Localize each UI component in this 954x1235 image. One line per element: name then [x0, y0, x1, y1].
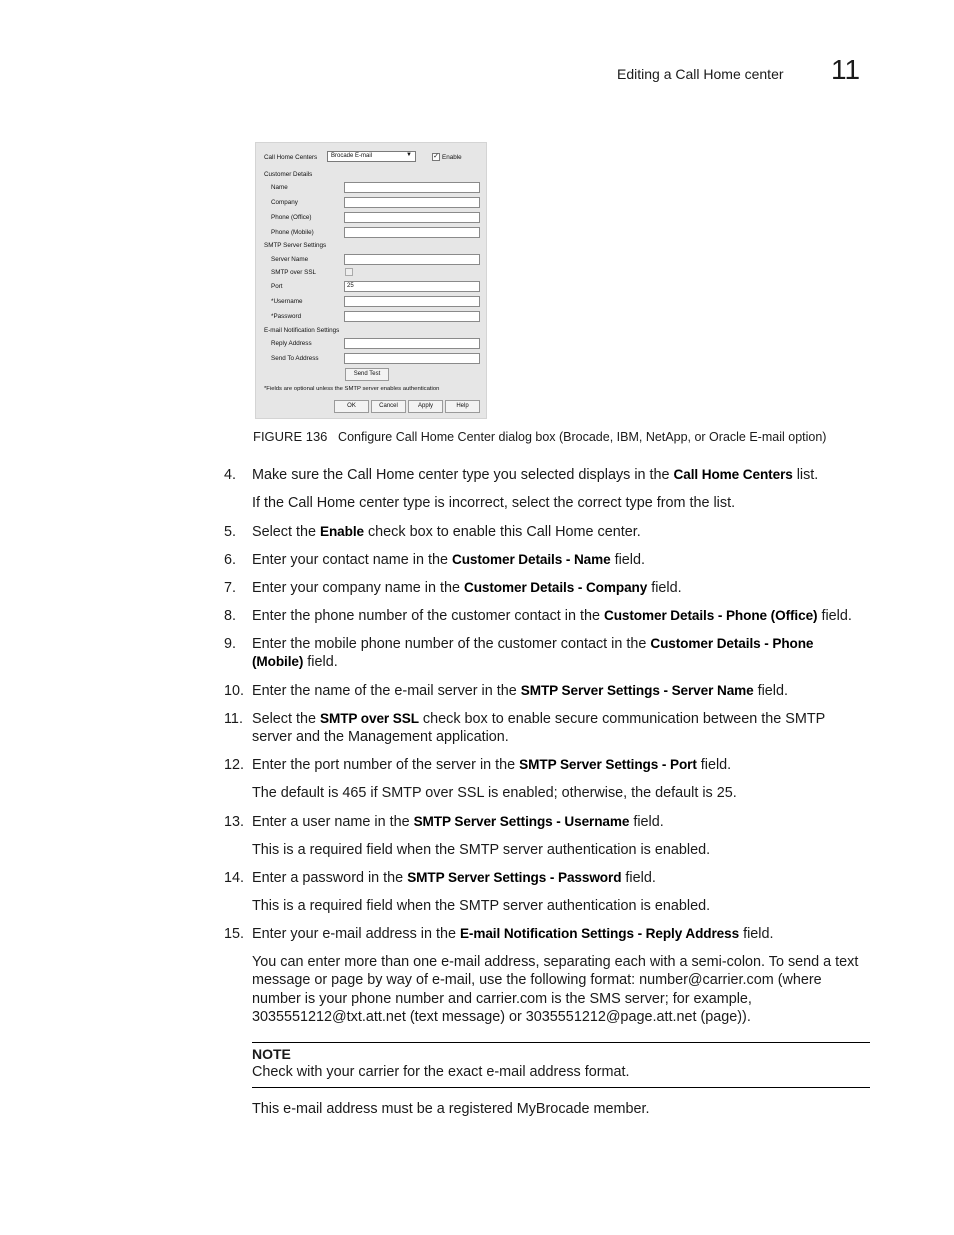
help-button[interactable]: Help — [445, 400, 480, 413]
email-settings-heading: E-mail Notification Settings — [264, 327, 340, 334]
paragraph: This is a required field when the SMTP server authentication is enabled. — [252, 898, 711, 914]
chapter-number: 11 — [831, 54, 861, 85]
step-13 — [224, 813, 874, 831]
name-input[interactable] — [344, 182, 480, 193]
phone-office-label: Phone (Office) — [271, 214, 312, 221]
ui-term: SMTP Server Settings - Username — [413, 814, 630, 829]
step-number: 5. — [224, 524, 237, 540]
step-text: field. — [629, 814, 664, 830]
enable-label: Enable — [442, 154, 462, 161]
phone-office-input[interactable] — [344, 212, 480, 223]
step-text: field. — [303, 654, 338, 671]
section-title: Editing a Call Home center — [617, 66, 784, 82]
smtp-ssl-checkbox[interactable] — [345, 268, 353, 276]
step-number: 15. — [224, 926, 245, 942]
ui-term: SMTP Server Settings - Password — [407, 870, 622, 885]
note-text: Check with your carrier for the exact e-mail address format. — [252, 1064, 630, 1080]
ui-term: Customer Details - Name — [451, 552, 611, 567]
step-number: 8. — [224, 608, 237, 624]
step-number: 12. — [224, 757, 245, 773]
ui-term: Customer Details - Phone (Office) — [603, 608, 818, 623]
step-text: Enter a password in the — [252, 870, 408, 886]
call-home-centers-label: Call Home Centers — [264, 154, 318, 161]
step-text: Enter the phone number of the customer contact in the — [252, 608, 604, 624]
step-text: field. — [621, 870, 656, 886]
step-text: Enter your company name in the — [252, 580, 464, 596]
call-home-centers-combo[interactable] — [327, 151, 416, 162]
step-text: Select the — [252, 711, 320, 727]
step-text: field. — [610, 552, 645, 568]
optional-footnote: *Fields are optional unless the SMTP server enables authentication — [264, 386, 440, 392]
password-input[interactable] — [344, 311, 480, 322]
send-to-label: Send To Address — [271, 355, 319, 362]
send-test-button[interactable]: Send Test — [345, 368, 389, 381]
server-name-label: Server Name — [271, 256, 309, 263]
step-14 — [224, 869, 874, 887]
ui-term: SMTP Server Settings - Port — [519, 757, 697, 772]
step-7 — [224, 579, 874, 597]
step-number: 7. — [224, 580, 237, 596]
ui-term: Call Home Centers — [673, 467, 793, 482]
reply-address-input[interactable] — [344, 338, 480, 349]
step-number: 13. — [224, 814, 245, 830]
phone-mobile-input[interactable] — [344, 227, 480, 238]
port-input[interactable] — [344, 281, 480, 292]
step-6 — [224, 551, 874, 569]
step-number: 9. — [224, 636, 237, 652]
smtp-ssl-label: SMTP over SSL — [271, 269, 317, 276]
figure-caption-text: Configure Call Home Center dialog box (Brocade, IBM, NetApp, or Oracle E-mail option) — [338, 430, 827, 444]
paragraph: You can enter more than one e-mail address, separating each with a semi-colon. To send a text message or page by way of e-mail, use the following format: number@carrier.com (where number is your phone number and carrier.com is the SMS server; for example, 3035551212@txt.att.net (text message) or 3035551212@page.att.net (page)). — [252, 954, 859, 1026]
smtp-settings-heading: SMTP Server Settings — [264, 242, 327, 249]
step-11 — [224, 710, 874, 747]
step-text: Enter the name of the e-mail server in the — [252, 683, 521, 699]
username-input[interactable] — [344, 296, 480, 307]
ui-term: SMTP over SSL — [320, 711, 419, 726]
step-text: field. — [817, 608, 852, 624]
step-text: Enter a user name in the — [252, 814, 414, 830]
combo-value: Brocade E-mail — [331, 153, 373, 159]
reply-address-label: Reply Address — [271, 340, 312, 347]
step-text: field. — [647, 580, 682, 596]
note-top-rule — [252, 1042, 870, 1043]
step-text: Select the — [252, 524, 320, 540]
step-15 — [224, 925, 874, 943]
port-label: Port — [271, 283, 283, 290]
paragraph: This e-mail address must be a registered MyBrocade member. — [252, 1101, 650, 1117]
step-text: field. — [753, 683, 789, 699]
step-text: list. — [792, 467, 819, 483]
step-9 — [224, 635, 874, 672]
step-text: check box to enable this Call Home center. — [363, 524, 641, 540]
call-home-dialog — [255, 142, 487, 419]
ui-term: SMTP Server Settings - Server Name — [520, 683, 754, 698]
step-text: check box to enable secure communication between the SMTP server and the Management application. — [252, 711, 826, 746]
step-12 — [224, 756, 874, 774]
port-value: 25 — [347, 283, 354, 289]
step-number: 10. — [224, 683, 245, 699]
step-4 — [224, 466, 874, 484]
ui-term: Enable — [320, 524, 364, 539]
chevron-down-icon: ▼ — [406, 152, 412, 158]
step-number: 6. — [224, 552, 237, 568]
step-text: Enter your contact name in the — [252, 552, 452, 568]
step-number: 4. — [224, 467, 237, 483]
step-10 — [224, 682, 874, 700]
apply-button[interactable]: Apply — [408, 400, 443, 413]
note-title: NOTE — [252, 1046, 291, 1062]
server-name-input[interactable] — [344, 254, 480, 265]
paragraph: If the Call Home center type is incorrect, select the correct type from the list. — [252, 495, 736, 511]
ui-term: Customer Details - Company — [463, 580, 648, 595]
step-text: field. — [739, 926, 774, 942]
figure-label: FIGURE 136 — [253, 429, 328, 444]
step-text: Enter the mobile phone number of the customer contact in the — [252, 636, 651, 652]
step-text: field. — [696, 757, 732, 773]
step-5 — [224, 523, 874, 541]
username-label: *Username — [271, 298, 303, 305]
step-text: Enter the port number of the server in the — [252, 757, 520, 773]
company-input[interactable] — [344, 197, 480, 208]
figure-caption — [253, 429, 826, 444]
note-bottom-rule — [252, 1087, 870, 1088]
step-number: 11. — [224, 711, 243, 727]
checkmark-icon: ✓ — [433, 153, 439, 160]
step-8 — [224, 607, 874, 625]
step-number: 14. — [224, 870, 245, 886]
cancel-button[interactable]: Cancel — [371, 400, 406, 413]
send-to-input[interactable] — [344, 353, 480, 364]
paragraph: The default is 465 if SMTP over SSL is enabled; otherwise, the default is 25. — [252, 785, 737, 801]
name-label: Name — [271, 184, 288, 191]
ok-button[interactable]: OK — [334, 400, 369, 413]
customer-details-heading: Customer Details — [264, 171, 313, 178]
paragraph: This is a required field when the SMTP server authentication is enabled. — [252, 842, 711, 858]
step-text: Make sure the Call Home center type you selected displays in the — [252, 467, 674, 483]
ui-term: E-mail Notification Settings - Reply Address — [459, 926, 740, 941]
step-text: Enter your e-mail address in the — [252, 926, 460, 942]
company-label: Company — [271, 199, 298, 206]
enable-checkbox[interactable] — [432, 153, 440, 161]
ui-term: Customer Details - Phone (Mobile) — [252, 636, 814, 670]
phone-mobile-label: Phone (Mobile) — [271, 229, 314, 236]
password-label: *Password — [271, 313, 302, 320]
